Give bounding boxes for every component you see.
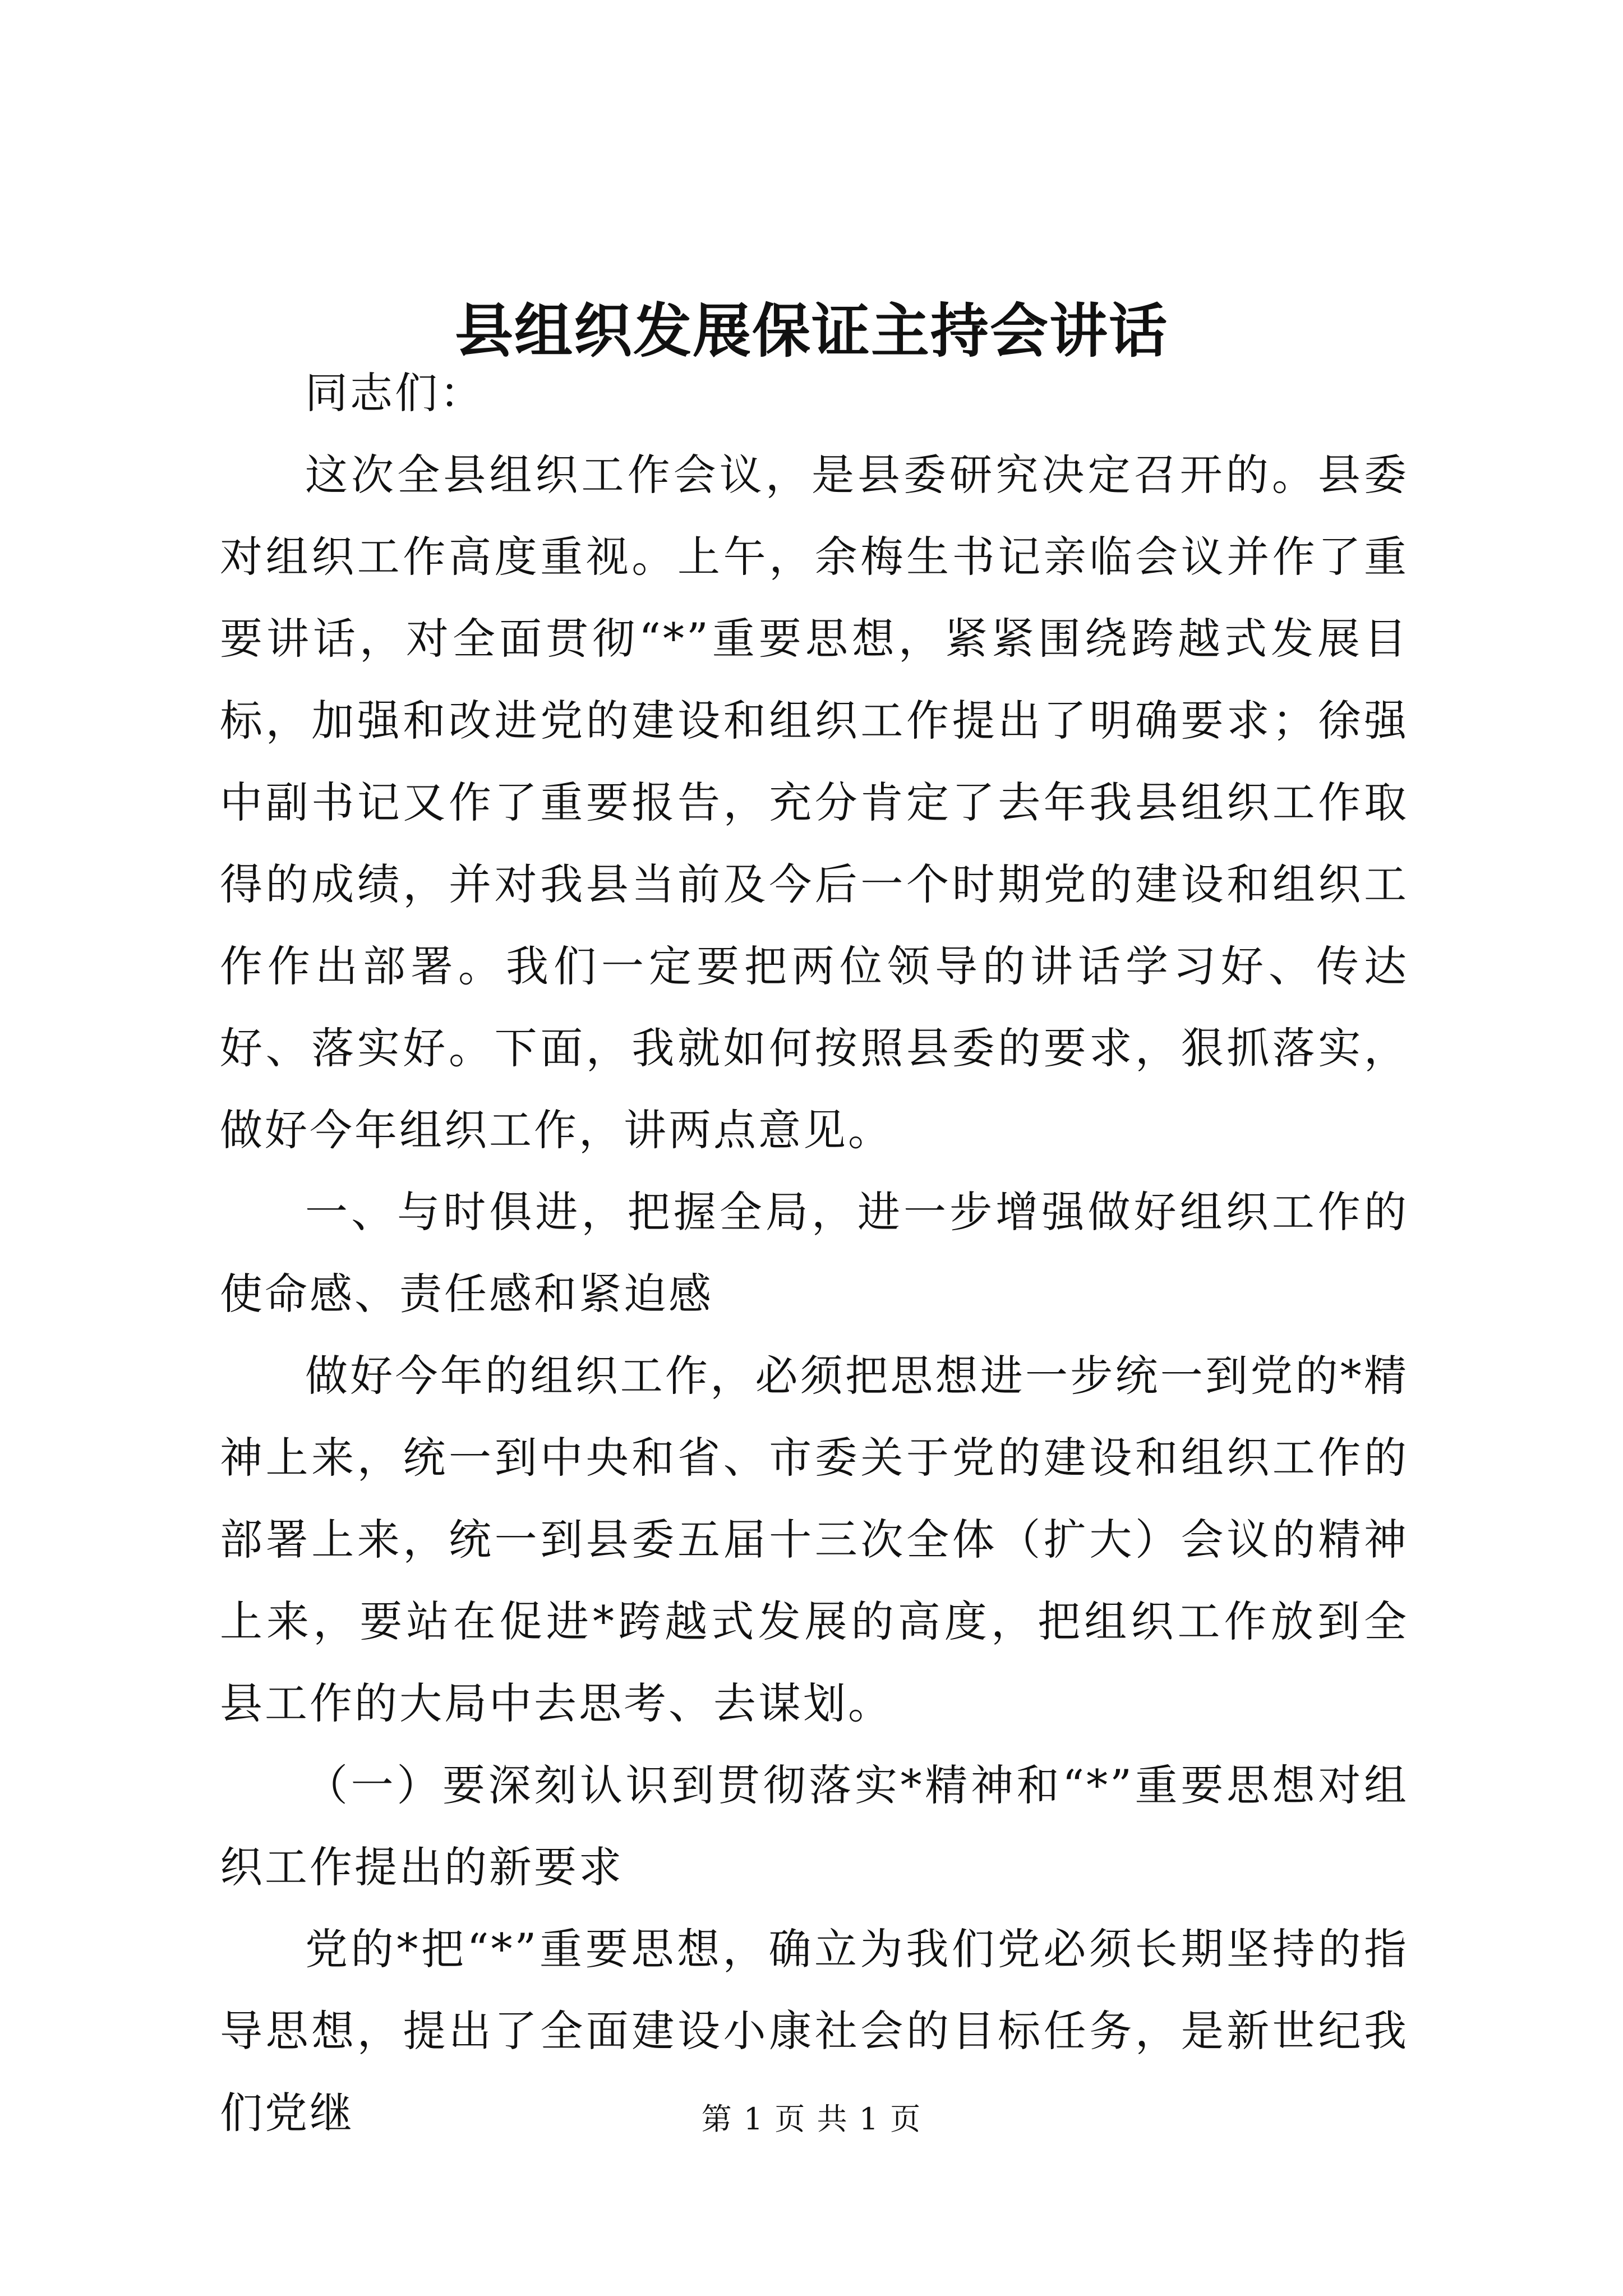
document-body bbox=[220, 352, 1409, 2154]
body-paragraph: 做好今年的组织工作，必须把思想进一步统一到党的*精神上来，统一到中央和省、市委关于党的建设和组织工作的部署上来，统一到县委五届十三次全体（扩大）会议的精神上来，要站在促进*跨越式发展的高度，把组织工作放到全县工作的大局中去思考、去谋划。 bbox=[220, 1351, 1409, 1728]
document-title: 县组织发展保证主持会讲话 bbox=[454, 296, 1168, 365]
page-footer: 第 1 页 共 1 页 bbox=[701, 2101, 922, 2137]
salutation-paragraph: 同志们： bbox=[305, 368, 485, 418]
subsection-heading: （一）要深刻认识到贯彻落实*精神和“*”重要思想对组织工作提出的新要求 bbox=[220, 1760, 1409, 1892]
body-paragraph: 这次全县组织工作会议，是县委研究决定召开的。县委对组织工作高度重视。上午，余梅生书记亲临会议并作了重要讲话，对全面贯彻“*”重要思想，紧紧围绕跨越式发展目标，加强和改进党的建设和组织工作提出了明确要求；徐强中副书记又作了重要报告，充分肯定了去年我县组织工作取得的成绩，并对我县当前及今后一个时期党的建设和组织工作作出部署。我们一定要把两位领导的讲话学习好、传达好、落实好。下面，我就如何按照县委的要求，狠抓落实，做好今年组织工作，讲两点意见。 bbox=[220, 450, 1409, 1155]
section-heading: 一、与时俱进，把握全局，进一步增强做好组织工作的使命感、责任感和紧迫感 bbox=[220, 1187, 1409, 1319]
body-paragraph: 党的*把“*”重要思想，确立为我们党必须长期坚持的指导思想，提出了全面建设小康社会的目标任务，是新世纪我们党继 bbox=[220, 1924, 1409, 2138]
